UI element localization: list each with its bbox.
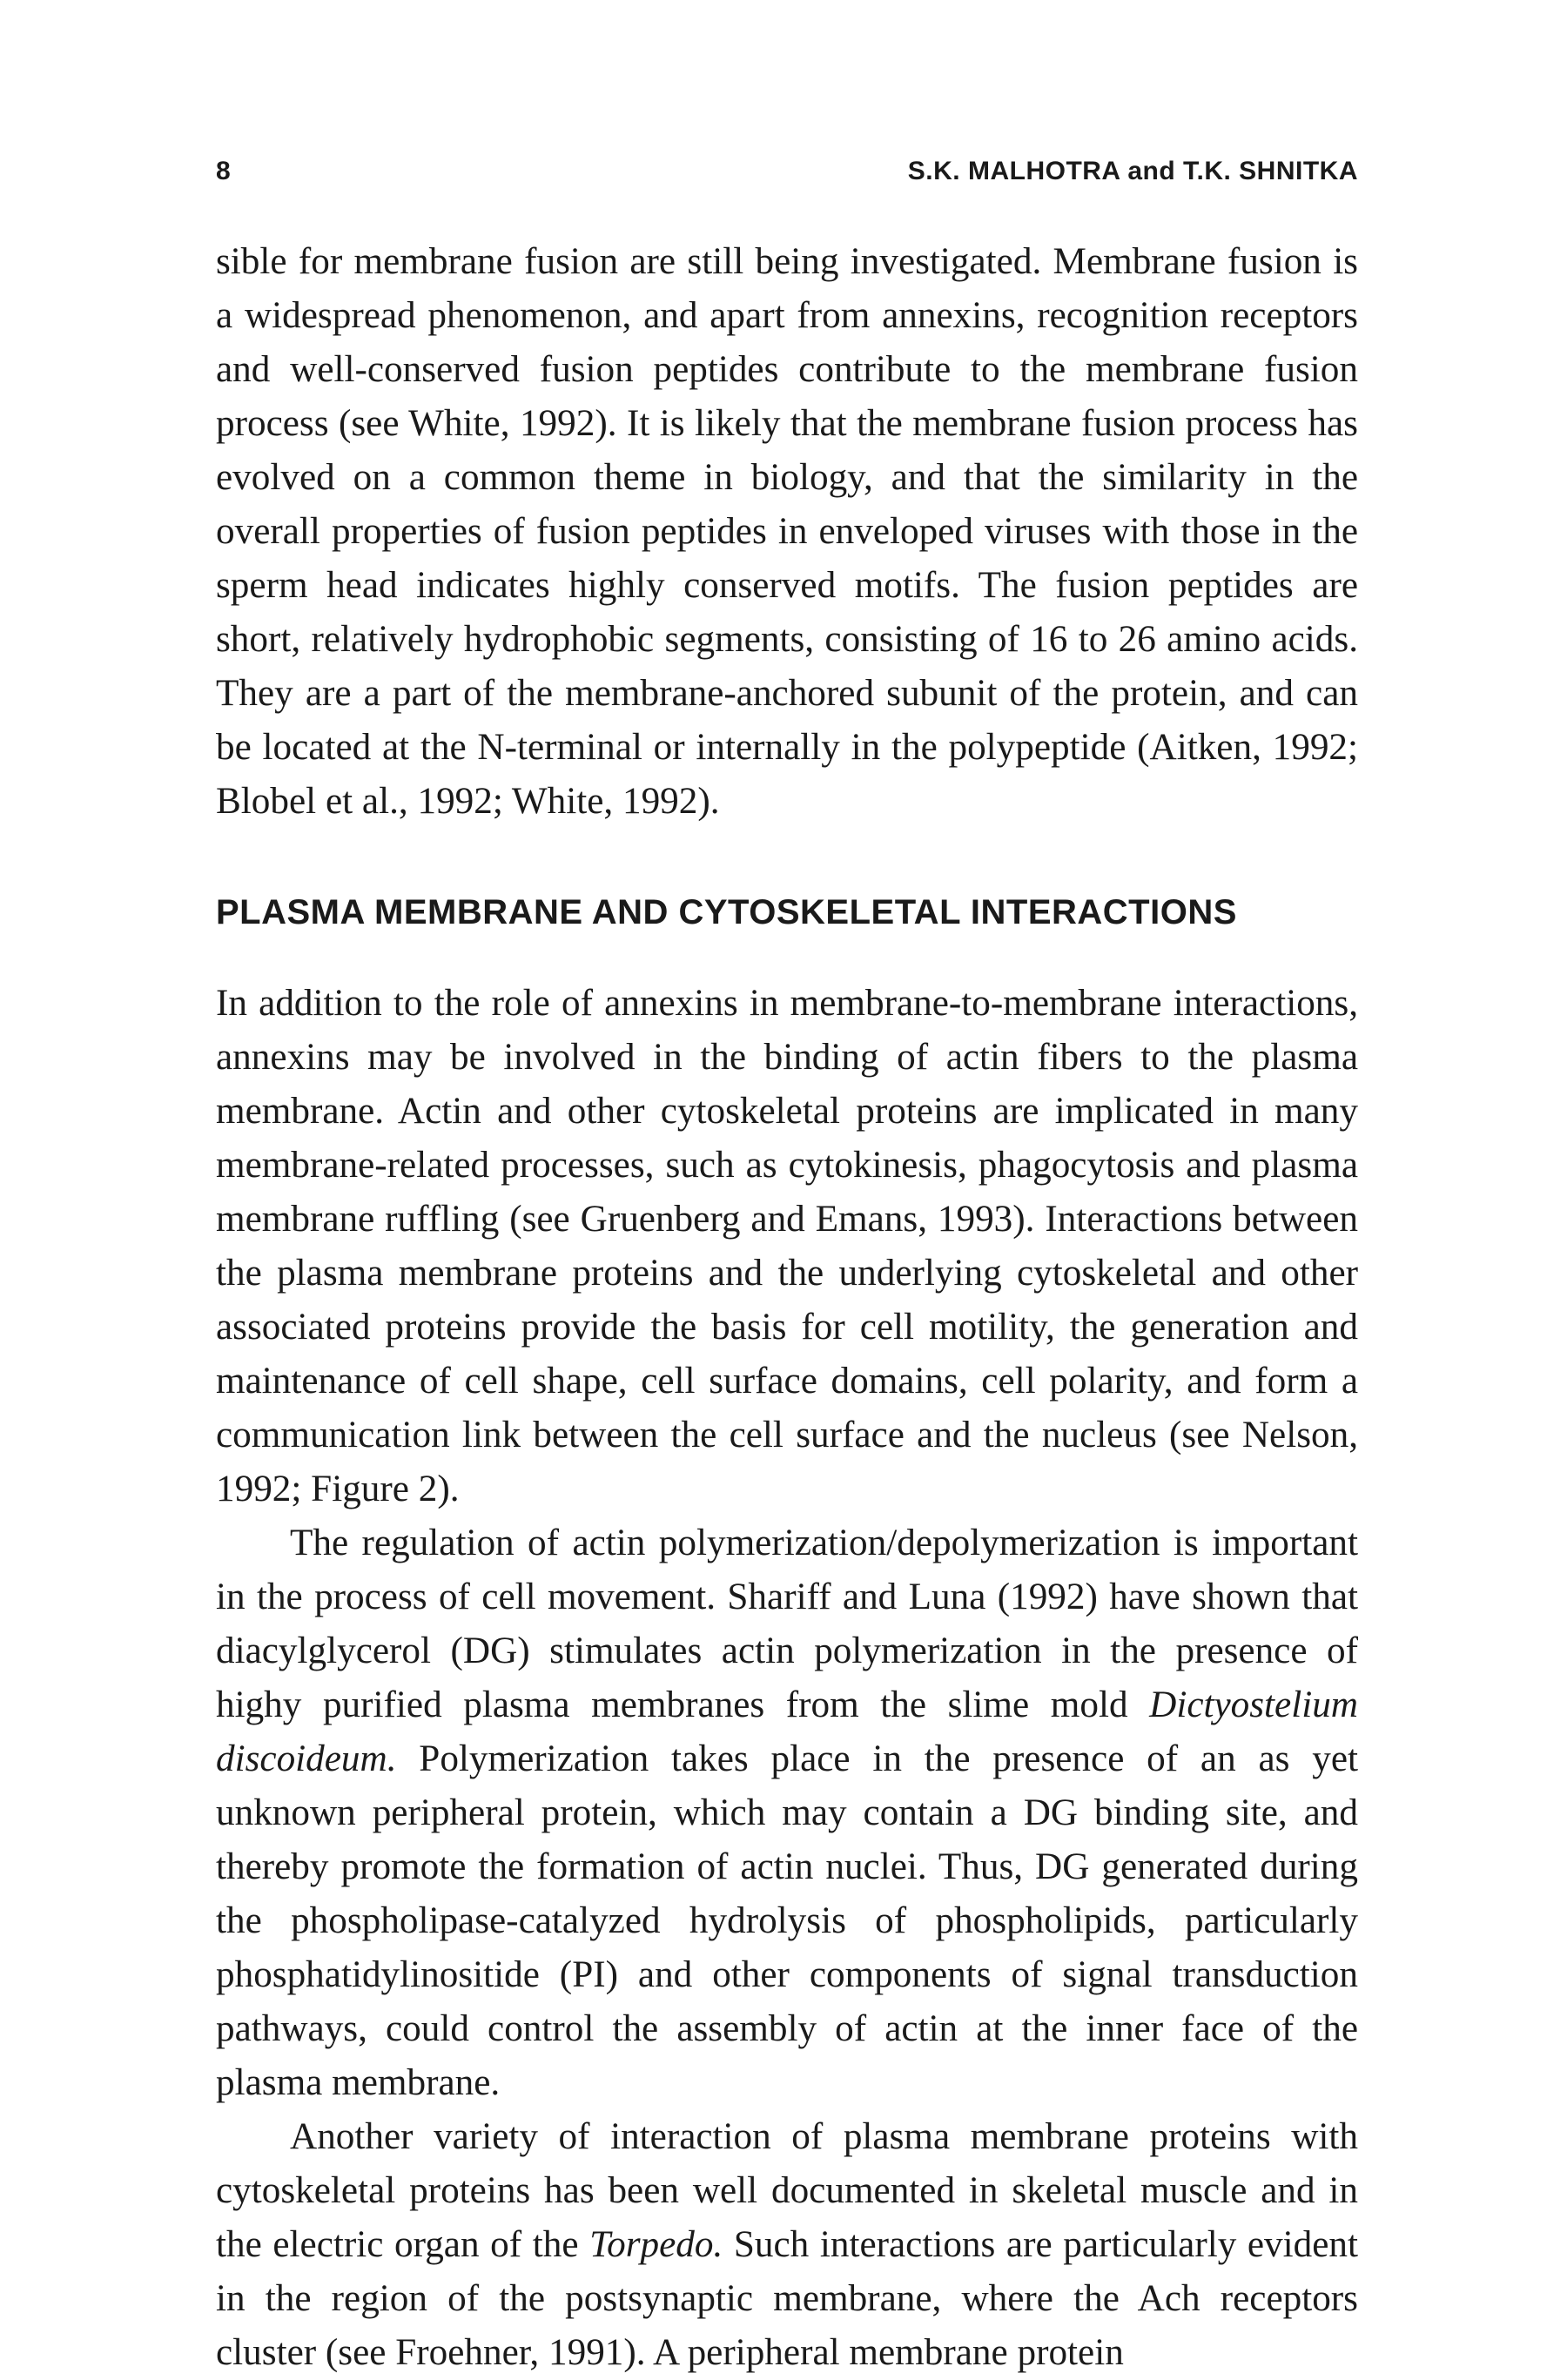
paragraph-postsynaptic-text-1: Another variety of interaction of plasma membrane proteins with cytoskeletal proteins has been well documented in skeletal muscle and in the electric organ of the <box>216 2116 1358 2265</box>
paragraph-annexins: In addition to the role of annexins in membrane-to-membrane interactions, annexins may be involved in the binding of actin fibers to the plasma membrane. Actin and other cytoskeletal proteins are implicated in many membrane-related processes, such as cytokinesis, phagocytosis and plasma membrane ruffling (see Gruenberg and Emans, 1993). Interactions between the plasma membrane proteins and the underlying cytoskeletal and other associated proteins provide the basis for cell motility, the generation and maintenance of cell shape, cell surface domains, cell polarity, and form a communication link between the cell surface and the nucleus (see Nelson, 1992; Figure 2). <box>216 983 1358 1509</box>
paragraph-actin-text-1: The regulation of actin polymerization/depolymerization is important in the process of cell movement. Shariff and Luna (1992) have shown that diacylglycerol (DG) stimulates actin polymerization in the presence of highy purified plasma membranes from the slime mold <box>216 1523 1358 1725</box>
paragraph-postsynaptic <box>216 2110 1358 2380</box>
body-text <box>216 235 1358 2380</box>
paragraph-postsynaptic-text-2: Such interactions are particularly evident in the region of the postsynaptic membrane, where the Ach receptors cluster (see Froehner, 1991). A peripheral membrane protein <box>216 2224 1359 2373</box>
running-head <box>216 157 1358 209</box>
species-name-dictyostelium: Dictyostelium discoideum. <box>216 1684 1358 1779</box>
species-name-torpedo: Torpedo. <box>589 2224 723 2265</box>
paragraph-actin-regulation <box>216 1516 1358 2110</box>
paragraph-actin-text-2: Polymerization takes place in the presence of an as yet unknown peripheral protein, which may contain a DG binding site, and thereby promote the formation of actin nuclei. Thus, DG generated during the phospholipase-catalyzed hydrolysis of phospholipids, particularly phosphatidylinositide (PI) and other components of signal transduction pathways, could control the assembly of actin at the inner face of the plasma membrane. <box>216 1738 1358 2103</box>
page <box>216 157 1358 2380</box>
page-number: 8 <box>216 157 232 185</box>
paragraph-continued: sible for membrane fusion are still being investigated. Membrane fusion is a widespread phenomenon, and apart from annexins, recognition receptors and well-conserved fusion peptides contribute to the membrane fusion process (see White, 1992). It is likely that the membrane fusion process has evolved on a common theme in biology, and that the similarity in the overall properties of fusion peptides in enveloped viruses with those in the sperm head indicates highly conserved motifs. The fusion peptides are short, relatively hydrophobic segments, consisting of 16 to 26 amino acids. They are a part of the membrane-anchored subunit of the protein, and can be located at the N-terminal or internally in the polypeptide (Aitken, 1992; Blobel et al., 1992; White, 1992). <box>216 241 1358 822</box>
section-heading: PLASMA MEMBRANE AND CYTOSKELETAL INTERACTIONS <box>216 893 1237 931</box>
running-head-authors: S.K. MALHOTRA and T.K. SHNITKA <box>907 157 1358 185</box>
